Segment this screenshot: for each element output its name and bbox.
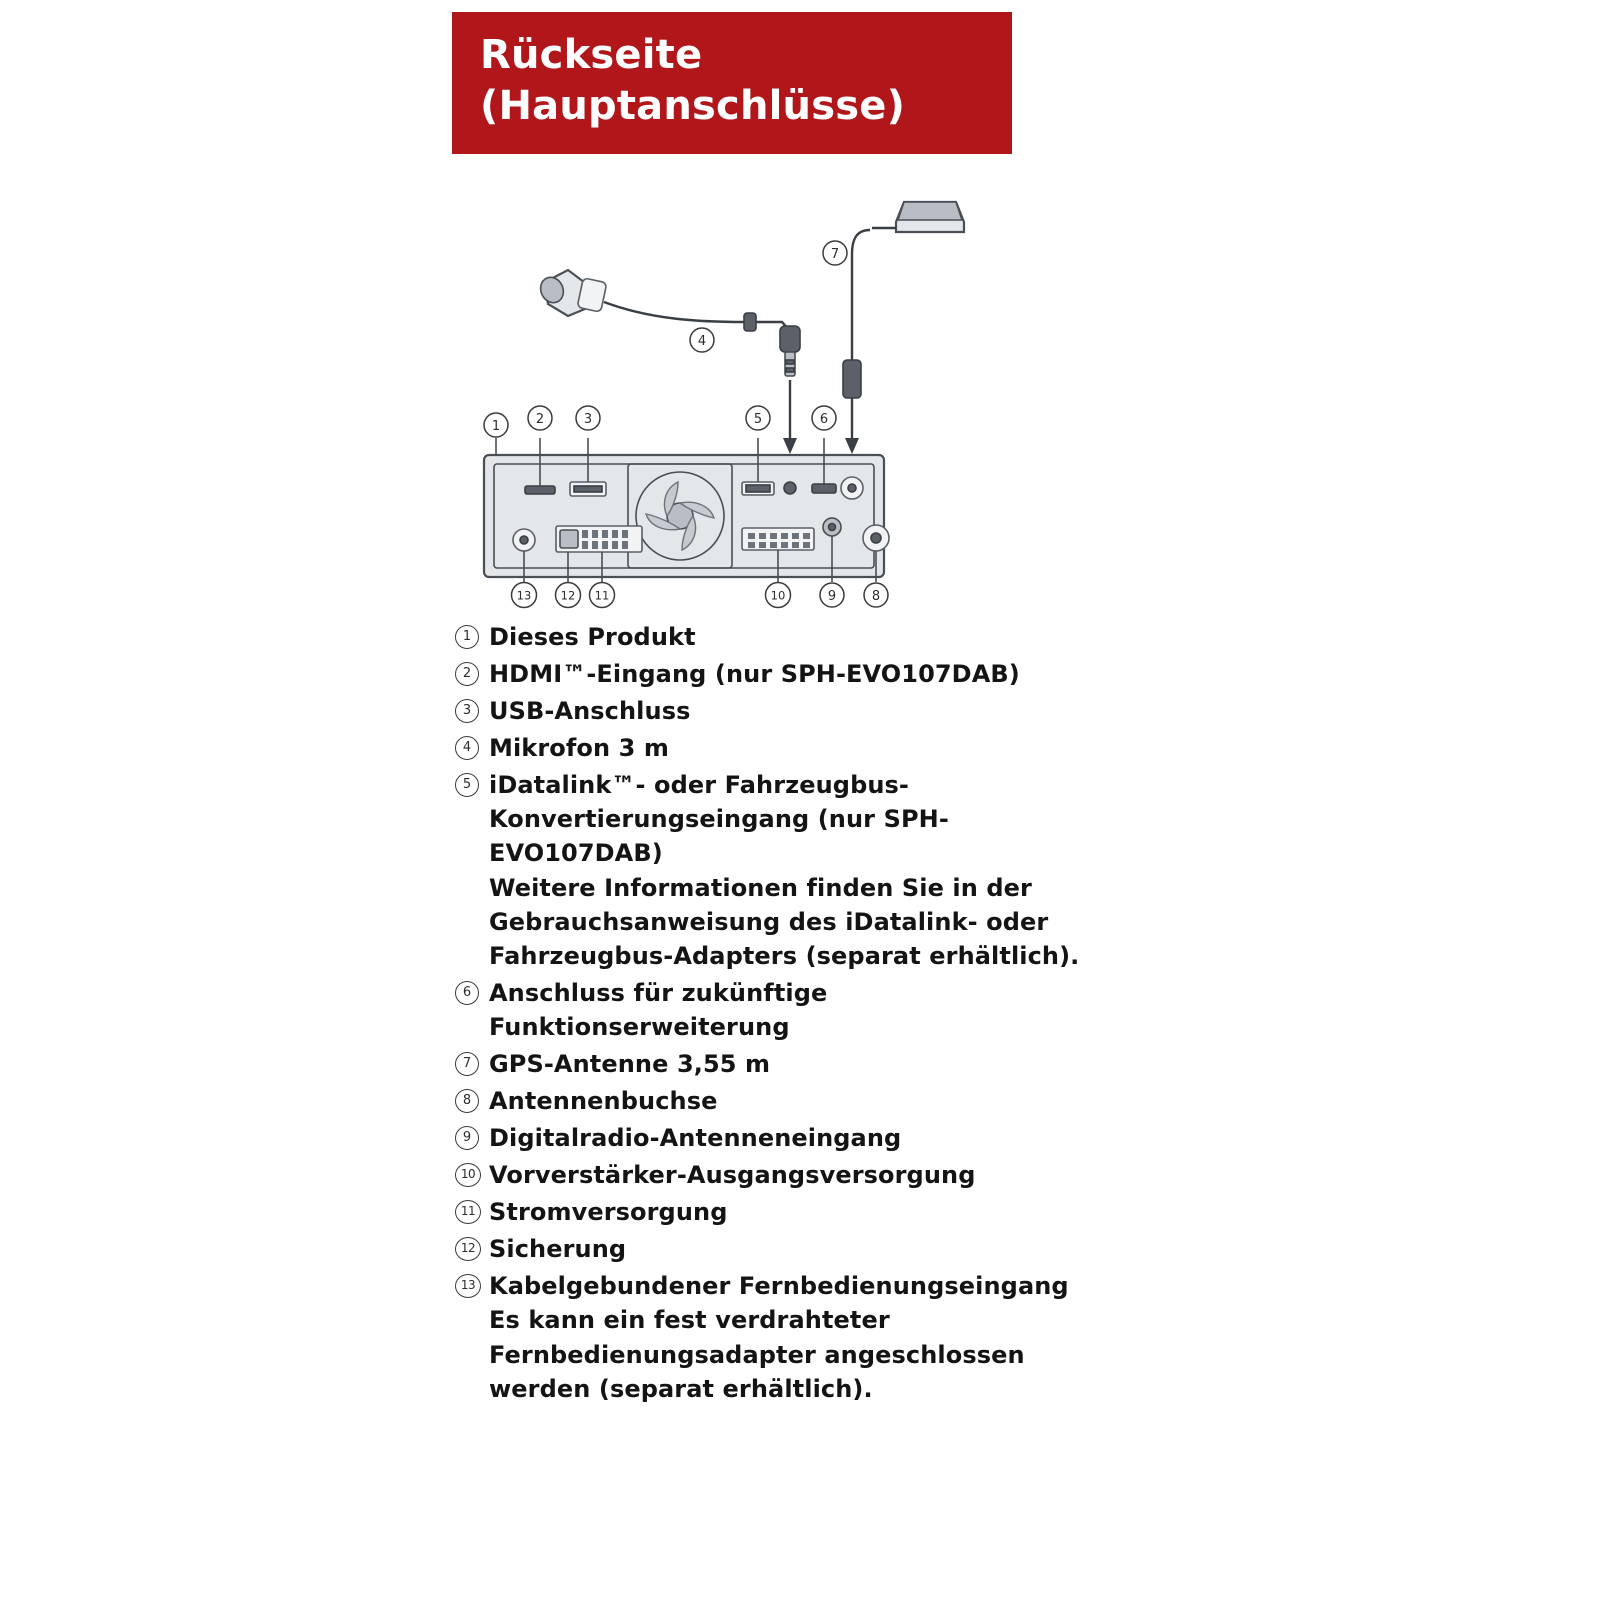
svg-text:7: 7 bbox=[830, 247, 840, 262]
callout-1 bbox=[484, 413, 508, 437]
rear-panel-diagram bbox=[452, 170, 1072, 620]
legend-number: 10 bbox=[455, 1158, 489, 1187]
svg-text:1: 1 bbox=[491, 419, 501, 434]
list-item bbox=[455, 1232, 1095, 1266]
list-item bbox=[455, 1269, 1095, 1405]
legend-label-main: iDatalink™- oder Fahrzeugbus-Konvertierungseingang (nur SPH-EVO107DAB) bbox=[489, 771, 949, 868]
callout-9 bbox=[820, 583, 844, 607]
list-item bbox=[455, 694, 1095, 728]
legend-label: Dieses Produkt bbox=[489, 623, 696, 651]
callout-11 bbox=[590, 583, 615, 608]
legend-label bbox=[489, 768, 1095, 972]
svg-text:9: 9 bbox=[827, 589, 837, 604]
legend-number: 11 bbox=[455, 1195, 489, 1224]
list-item bbox=[455, 976, 1095, 1044]
svg-text:8: 8 bbox=[871, 589, 881, 604]
page-title-banner bbox=[452, 12, 1012, 154]
legend-label: USB-Anschluss bbox=[489, 697, 691, 726]
svg-text:4: 4 bbox=[697, 334, 707, 349]
callout-3 bbox=[576, 406, 600, 430]
callout-7 bbox=[823, 241, 847, 265]
gps-antenna-part bbox=[843, 202, 964, 454]
legend-label: Digitalradio-Antenneneingang bbox=[489, 1124, 902, 1153]
legend-number: 5 bbox=[455, 768, 489, 797]
legend-number: 8 bbox=[455, 1084, 489, 1113]
legend-label: Vorverstärker-Ausgangsversorgung bbox=[489, 1161, 976, 1190]
legend-number: 2 bbox=[455, 657, 489, 686]
legend-label: Stromversorgung bbox=[489, 1198, 728, 1227]
svg-text:5: 5 bbox=[753, 412, 763, 427]
svg-text:11: 11 bbox=[594, 588, 610, 603]
legend-number: 6 bbox=[455, 976, 489, 1005]
legend-number: 3 bbox=[455, 694, 489, 723]
svg-text:13: 13 bbox=[516, 588, 532, 603]
callout-10 bbox=[766, 583, 791, 608]
svg-text:12: 12 bbox=[560, 588, 576, 603]
legend-list bbox=[455, 620, 1095, 1409]
svg-text:2: 2 bbox=[535, 412, 545, 427]
legend-label: Mikrofon 3 m bbox=[489, 734, 670, 763]
svg-text:3: 3 bbox=[583, 412, 593, 427]
legend-label: Antennenbuchse bbox=[489, 1087, 718, 1116]
list-item bbox=[455, 1121, 1095, 1155]
page-title-line-1: Rückseite bbox=[480, 32, 703, 78]
legend-label-main: Kabelgebundener Fernbedienungseingang bbox=[489, 1272, 1069, 1301]
legend-label-note: Es kann ein fest verdrahteter Fernbedienungsadapter angeschlossen werden (separat erhältlich). bbox=[489, 1306, 1025, 1403]
legend-label: Sicherung bbox=[489, 1235, 627, 1264]
svg-text:6: 6 bbox=[819, 412, 829, 427]
callout-12 bbox=[556, 583, 581, 608]
callout-13 bbox=[512, 583, 537, 608]
callout-8 bbox=[864, 583, 888, 607]
legend-label: Anschluss für zukünftige Funktionserweiterung bbox=[489, 978, 828, 1041]
page-title-line-2: (Hauptanschlüsse) bbox=[480, 83, 906, 130]
legend-number: 4 bbox=[455, 731, 489, 760]
legend-label-note: Weitere Informationen finden Sie in der Gebrauchsanweisung des iDatalink- oder Fahrzeugbus-Adapters (separat erhältlich). bbox=[489, 873, 1080, 970]
list-item bbox=[455, 731, 1095, 765]
list-item bbox=[455, 768, 1095, 972]
callout-4 bbox=[690, 328, 714, 352]
callout-6 bbox=[812, 406, 836, 430]
legend-number: 12 bbox=[455, 1232, 489, 1261]
svg-text:10: 10 bbox=[770, 588, 786, 603]
list-item bbox=[455, 1084, 1095, 1118]
legend-number: 7 bbox=[455, 1047, 489, 1076]
legend-number: 1 bbox=[455, 620, 489, 649]
list-item bbox=[455, 620, 1095, 654]
callout-5 bbox=[746, 406, 770, 430]
list-item bbox=[455, 1195, 1095, 1229]
list-item bbox=[455, 1047, 1095, 1081]
legend-number: 9 bbox=[455, 1121, 489, 1150]
legend-label: GPS-Antenne 3,55 m bbox=[489, 1049, 771, 1078]
legend-label bbox=[489, 1269, 1095, 1405]
legend-number: 13 bbox=[455, 1269, 489, 1298]
list-item bbox=[455, 657, 1095, 691]
legend-label: HDMI™-Eingang (nur SPH-EVO107DAB) bbox=[489, 660, 1020, 689]
list-item bbox=[455, 1158, 1095, 1192]
callout-2 bbox=[528, 406, 552, 430]
head-unit-rear-panel bbox=[484, 455, 889, 577]
